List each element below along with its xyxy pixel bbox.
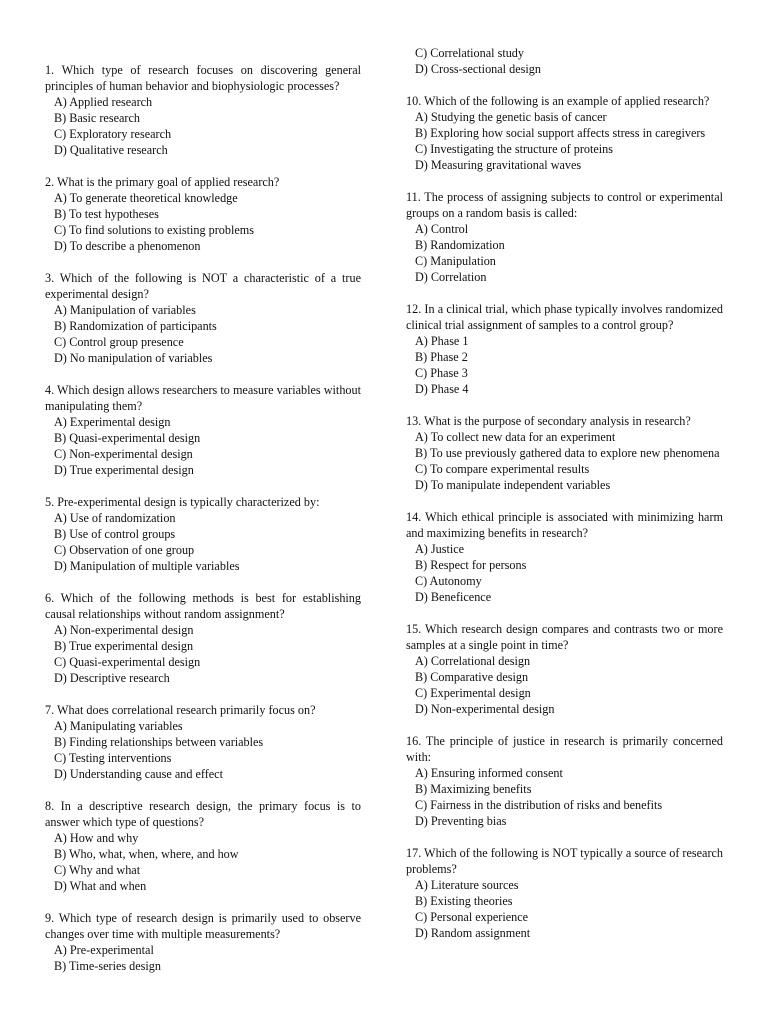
answer-options [45, 510, 361, 574]
answer-option: C) Why and what [54, 863, 141, 877]
question-8 [45, 798, 361, 894]
answer-option: A) Manipulation of variables [54, 303, 196, 317]
answer-options [406, 333, 723, 397]
answer-options [406, 221, 723, 285]
question-3 [45, 270, 361, 366]
answer-option: D) Manipulation of multiple variables [54, 559, 240, 573]
answer-option: C) Exploratory research [54, 127, 172, 141]
answer-option: B) Randomization [415, 238, 505, 252]
answer-option: A) Literature sources [415, 878, 519, 892]
question-6 [45, 590, 361, 686]
question-5 [45, 494, 361, 574]
question-text: 10. Which of the following is an example of applied research? [406, 94, 710, 108]
question-10 [406, 93, 723, 173]
question-17 [406, 845, 723, 941]
answer-option: C) Autonomy [415, 574, 482, 588]
answer-option: D) Non-experimental design [415, 702, 555, 716]
answer-option: D) Descriptive research [54, 671, 170, 685]
question-text: 4. Which design allows researchers to measure variables without manipulating them? [45, 383, 361, 413]
answer-option: B) Quasi-experimental design [54, 431, 201, 445]
answer-option: C) Non-experimental design [54, 447, 193, 461]
question-2 [45, 174, 361, 254]
answer-option: C) Experimental design [415, 686, 531, 700]
answer-options [45, 190, 361, 254]
answer-options [406, 653, 723, 717]
answer-option: D) Beneficence [415, 590, 492, 604]
answer-option: B) Phase 2 [415, 350, 468, 364]
question-text: 2. What is the primary goal of applied research? [45, 175, 280, 189]
answer-option: B) To test hypotheses [54, 207, 159, 221]
answer-option: A) To generate theoretical knowledge [54, 191, 238, 205]
answer-option: B) Time-series design [54, 959, 161, 973]
answer-option: C) To compare experimental results [415, 462, 590, 476]
answer-option: C) Observation of one group [54, 543, 195, 557]
answer-option: C) To find solutions to existing problems [54, 223, 255, 237]
answer-options [45, 942, 361, 974]
answer-option: B) Use of control groups [54, 527, 176, 541]
question-9 [45, 910, 361, 974]
question-14 [406, 509, 723, 605]
continued-options [406, 45, 723, 77]
question-text: 15. Which research design compares and contrasts two or more samples at a single point in time? [406, 622, 723, 652]
answer-option: C) Testing interventions [54, 751, 172, 765]
answer-option: C) Correlational study [415, 46, 524, 60]
answer-option: C) Phase 3 [415, 366, 468, 380]
answer-option: D) To describe a phenomenon [54, 239, 201, 253]
answer-option: B) Randomization of participants [54, 319, 217, 333]
answer-option: B) Maximizing benefits [415, 782, 532, 796]
question-text: 16. The principle of justice in research is primarily concerned with: [406, 734, 723, 764]
answer-option: B) Basic research [54, 111, 140, 125]
answer-option: D) True experimental design [54, 463, 194, 477]
answer-option: C) Quasi-experimental design [54, 655, 201, 669]
answer-option: C) Manipulation [415, 254, 496, 268]
answer-option: D) Qualitative research [54, 143, 168, 157]
answer-option: D) Phase 4 [415, 382, 469, 396]
question-text: 5. Pre-experimental design is typically characterized by: [45, 495, 320, 509]
answer-option: A) Non-experimental design [54, 623, 194, 637]
question-16 [406, 733, 723, 829]
answer-options [45, 830, 361, 894]
question-text: 14. Which ethical principle is associated with minimizing harm and maximizing benefits in research? [406, 510, 723, 540]
answer-option: A) Applied research [54, 95, 153, 109]
answer-options [406, 429, 723, 493]
answer-option: A) To collect new data for an experiment [415, 430, 616, 444]
answer-option: A) How and why [54, 831, 139, 845]
answer-options [45, 718, 361, 782]
question-1 [45, 62, 361, 158]
answer-option: B) To use previously gathered data to explore new phenomena [415, 446, 720, 460]
left-column [45, 62, 361, 990]
question-13 [406, 413, 723, 493]
question-text: 7. What does correlational research primarily focus on? [45, 703, 316, 717]
answer-option: A) Correlational design [415, 654, 531, 668]
question-4 [45, 382, 361, 478]
answer-option: D) No manipulation of variables [54, 351, 213, 365]
answer-option: C) Personal experience [415, 910, 529, 924]
answer-options [406, 877, 723, 941]
question-text: 9. Which type of research design is primarily used to observe changes over time with multiple measurements? [45, 911, 361, 941]
question-text: 13. What is the purpose of secondary analysis in research? [406, 414, 691, 428]
question-text: 12. In a clinical trial, which phase typically involves randomized clinical trial assignment of samples to a control group? [406, 302, 723, 332]
answer-option: D) To manipulate independent variables [415, 478, 611, 492]
question-15 [406, 621, 723, 717]
answer-option: A) Use of randomization [54, 511, 176, 525]
question-text: 11. The process of assigning subjects to control or experimental groups on a random basis is called: [406, 190, 723, 220]
answer-option: A) Justice [415, 542, 465, 556]
answer-option: D) Preventing bias [415, 814, 507, 828]
answer-option: D) Correlation [415, 270, 487, 284]
answer-option: B) Finding relationships between variables [54, 735, 264, 749]
answer-option: C) Fairness in the distribution of risks and benefits [415, 798, 663, 812]
answer-options [45, 302, 361, 366]
answer-option: B) Comparative design [415, 670, 529, 684]
question-text: 1. Which type of research focuses on discovering general principles of human behavior and biophysiologic processes? [45, 63, 361, 93]
answer-option: A) Experimental design [54, 415, 171, 429]
right-column [406, 45, 723, 957]
answer-option: B) Exploring how social support affects stress in caregivers [415, 126, 706, 140]
question-text: 8. In a descriptive research design, the primary focus is to answer which type of questions? [45, 799, 361, 829]
question-text: 17. Which of the following is NOT typically a source of research problems? [406, 846, 724, 876]
answer-option: A) Phase 1 [415, 334, 469, 348]
answer-option: B) Respect for persons [415, 558, 527, 572]
answer-option: D) What and when [54, 879, 147, 893]
question-7 [45, 702, 361, 782]
answer-option: B) Existing theories [415, 894, 513, 908]
answer-options [406, 109, 723, 173]
answer-options [406, 541, 723, 605]
answer-option: A) Ensuring informed consent [415, 766, 563, 780]
answer-option: D) Understanding cause and effect [54, 767, 223, 781]
answer-options [406, 765, 723, 829]
question-11 [406, 189, 723, 285]
answer-options [45, 622, 361, 686]
question-text: 3. Which of the following is NOT a characteristic of a true experimental design? [45, 271, 361, 301]
answer-option: C) Investigating the structure of proteins [415, 142, 613, 156]
answer-option: B) True experimental design [54, 639, 194, 653]
answer-option: B) Who, what, when, where, and how [54, 847, 239, 861]
answer-option: D) Cross-sectional design [415, 62, 541, 76]
answer-options [45, 94, 361, 158]
answer-options [45, 414, 361, 478]
answer-option: D) Measuring gravitational waves [415, 158, 582, 172]
question-12 [406, 301, 723, 397]
answer-option: C) Control group presence [54, 335, 184, 349]
answer-option: D) Random assignment [415, 926, 531, 940]
answer-option: A) Control [415, 222, 469, 236]
answer-option: A) Manipulating variables [54, 719, 183, 733]
answer-option: A) Studying the genetic basis of cancer [415, 110, 607, 124]
question-text: 6. Which of the following methods is best for establishing causal relationships without random assignment? [45, 591, 361, 621]
answer-option: A) Pre-experimental [54, 943, 154, 957]
